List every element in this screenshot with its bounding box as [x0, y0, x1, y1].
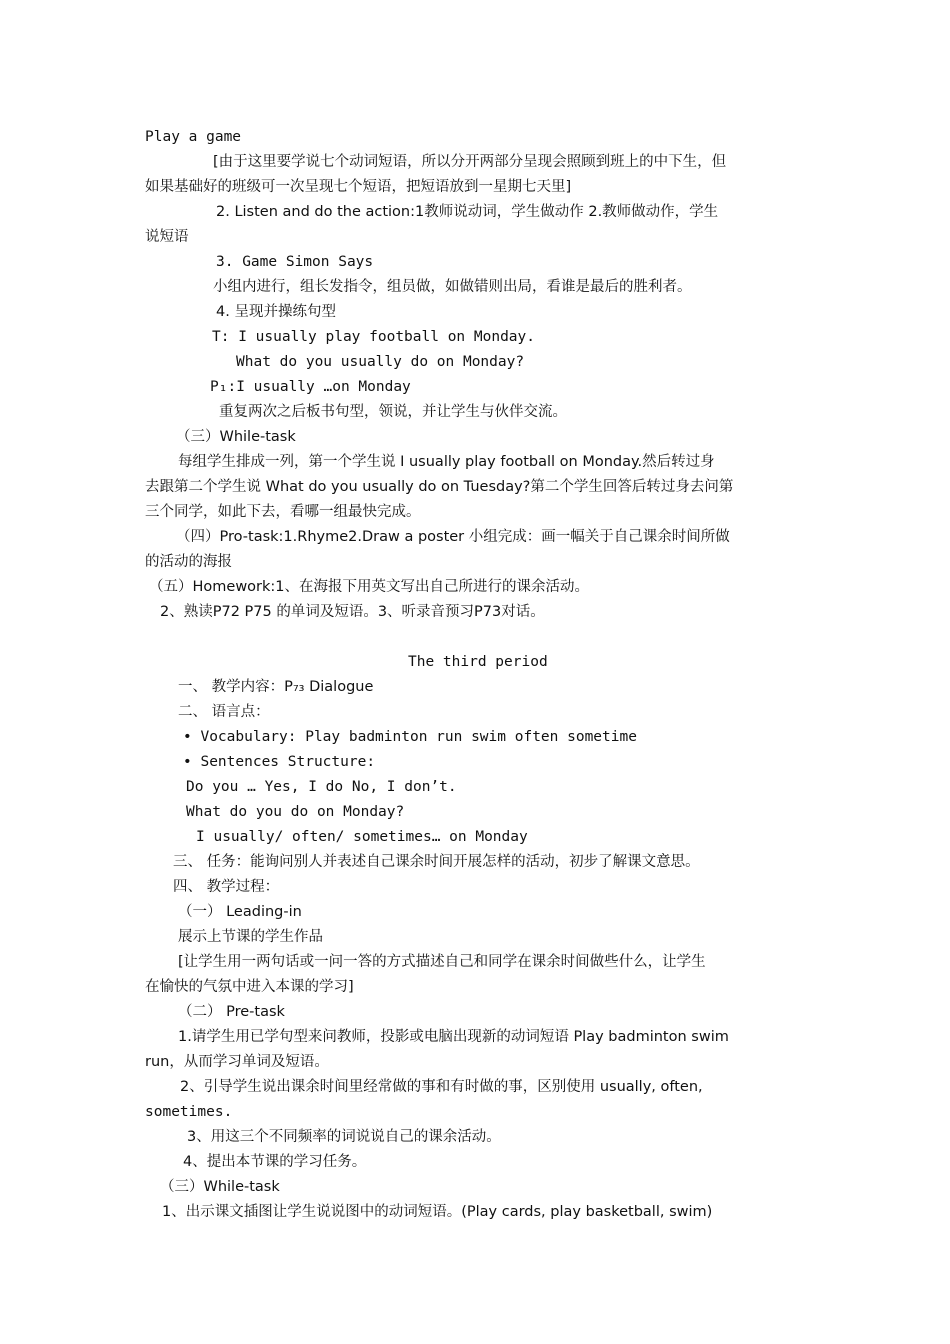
- text-line: 的活动的海报: [145, 554, 232, 570]
- section-heading: （二） Pre-task: [178, 1004, 285, 1020]
- text-line: 2、引导学生说出课余时间里经常做的事和有时做的事，区别使用 usually, often,: [180, 1079, 703, 1095]
- text-line: Play a game: [145, 129, 242, 145]
- section-heading: （一） Leading-in: [178, 904, 302, 920]
- text-line: 重复两次之后板书句型，领说，并让学生与伙伴交流。: [219, 404, 567, 420]
- text-line: P₁:I usually …on Monday: [210, 379, 411, 395]
- text-line: 4、提出本节课的学习任务。: [183, 1154, 367, 1170]
- text-line: [由于这里要学说七个动词短语，所以分开两部分呈现会照顾到班上的中下生，但: [213, 154, 727, 170]
- bullet-item: • Vocabulary: Play badminton run swim often sometime: [183, 729, 637, 745]
- text-line: 在愉快的气氛中进入本课的学习]: [145, 979, 354, 995]
- text-line: 小组内进行，组长发指令，组员做，如做错则出局，看谁是最后的胜利者。: [213, 279, 692, 295]
- section-heading: 二、 语言点：: [178, 704, 270, 720]
- text-line: 去跟第二个学生说 What do you usually do on Tuesday?第二个学生回答后转过身去问第: [145, 479, 734, 495]
- section-heading: （三）While-task: [160, 1179, 280, 1195]
- text-line: Do you … Yes, I do No, I don’t.: [186, 779, 457, 795]
- text-line: I usually/ often/ sometimes… on Monday: [196, 829, 528, 845]
- section-heading: 三、 任务：能询问别人并表述自己课余时间开展怎样的活动，初步了解课文意思。: [173, 854, 700, 870]
- text-line: 2. Listen and do the action:1教师说动词，学生做动作 2.教师做动作，学生: [216, 204, 719, 220]
- section-heading: （三）While-task: [176, 429, 296, 445]
- text-line: 每组学生排成一列，第一个学生说 I usually play football on Monday.然后转过身: [178, 454, 715, 470]
- text-line: 展示上节课的学生作品: [178, 929, 323, 945]
- text-line: 说短语: [145, 229, 189, 245]
- period-title: The third period: [408, 654, 548, 670]
- text-line: 2、熟读P72 P75 的单词及短语。3、听录音预习P73对话。: [160, 604, 545, 620]
- text-line: run，从而学习单词及短语。: [145, 1054, 329, 1070]
- bullet-item: • Sentences Structure:: [183, 754, 376, 770]
- text-line: [让学生用一两句话或一问一答的方式描述自己和同学在课余时间做些什么，让学生: [178, 954, 706, 970]
- section-heading: （四）Pro-task:1.Rhyme2.Draw a poster 小组完成：画一幅关于自己课余时间所做: [176, 529, 730, 545]
- text-line: 3. Game Simon Says: [216, 254, 374, 270]
- text-line: 1、出示课文插图让学生说说图中的动词短语。(Play cards, play basketball, swim): [162, 1204, 713, 1220]
- text-line: What do you usually do on Monday?: [236, 354, 525, 370]
- section-heading: （五）Homework:1、在海报下用英文写出自己所进行的课余活动。: [149, 579, 590, 595]
- text-line: 3、用这三个不同频率的词说说自己的课余活动。: [187, 1129, 501, 1145]
- text-line: 1.请学生用已学句型来问教师，投影或电脑出现新的动词短语 Play badminton swim: [178, 1029, 729, 1045]
- section-heading: 一、 教学内容：P₇₃ Dialogue: [178, 679, 374, 695]
- text-line: sometimes.: [145, 1104, 233, 1120]
- text-line: What do you do on Monday?: [186, 804, 405, 820]
- text-line: 三个同学，如此下去，看哪一组最快完成。: [145, 504, 421, 520]
- text-line: T: I usually play football on Monday.: [212, 329, 536, 345]
- section-heading: 四、 教学过程：: [173, 879, 280, 895]
- text-line: 如果基础好的班级可一次呈现七个短语，把短语放到一星期七天里]: [145, 179, 572, 195]
- text-line: 4. 呈现并操练句型: [216, 304, 336, 320]
